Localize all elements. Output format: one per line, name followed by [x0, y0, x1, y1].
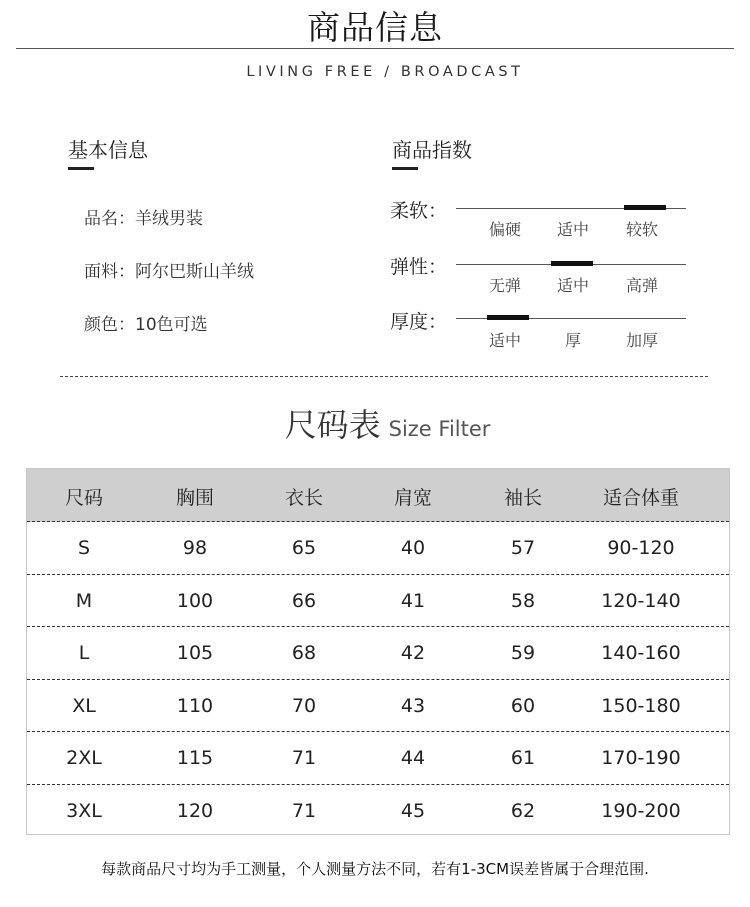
table-cell: 140-160	[601, 642, 681, 664]
index-option: 适中	[556, 220, 589, 239]
table-cell: 98	[182, 537, 208, 559]
table-cell: 170-190	[601, 747, 681, 769]
table-cell: 65	[291, 537, 317, 559]
footnote: 每款商品尺寸均为手工测量，个人测量方法不同，若有1-3CM误差皆属于合理范围.	[101, 860, 649, 878]
table-cell: 40	[400, 537, 426, 559]
index-marker-thickness	[487, 315, 529, 320]
table-cell: XL	[72, 694, 96, 717]
title-divider	[16, 48, 734, 49]
table-cell: 45	[400, 799, 426, 822]
table-cell: 90-120	[607, 537, 675, 559]
table-cell: 105	[176, 642, 214, 664]
table-row	[27, 574, 729, 627]
info-label: 面料：	[84, 262, 135, 282]
index-label-elasticity: 弹性：	[390, 256, 448, 278]
table-header	[27, 469, 729, 522]
info-row-color	[84, 310, 208, 335]
info-label: 品名：	[84, 209, 135, 229]
index-label-softness: 柔软：	[390, 200, 448, 222]
index-option: 较软	[625, 220, 658, 239]
table-cell: 70	[291, 694, 317, 717]
table-cell: 62	[510, 799, 536, 822]
index-marker-elasticity	[551, 261, 593, 266]
index-option: 偏硬	[488, 220, 521, 239]
table-row	[27, 784, 729, 837]
table-cell: 190-200	[601, 799, 681, 822]
table-cell: 71	[291, 799, 317, 822]
table-cell: 115	[176, 747, 214, 769]
table-cell: 120	[176, 799, 214, 822]
table-cell: 120-140	[601, 589, 681, 612]
info-value: 阿尔巴斯山羊绒	[135, 262, 254, 282]
basic-info-heading: 基本信息	[68, 134, 148, 163]
product-index-heading: 商品指数	[392, 134, 472, 163]
table-cell: 71	[291, 747, 317, 769]
table-cell: 68	[291, 642, 317, 664]
page-title: 商品信息	[307, 8, 443, 47]
table-cell: 59	[510, 642, 536, 664]
table-cell: M	[75, 589, 93, 612]
info-value: 10色可选	[135, 315, 208, 335]
column-header: 适合体重	[602, 487, 679, 509]
table-cell: S	[77, 537, 91, 559]
table-cell: 43	[400, 694, 426, 717]
column-header: 袖长	[503, 487, 542, 509]
section-divider	[60, 376, 708, 377]
table-cell: 66	[291, 589, 317, 612]
index-marker-softness	[624, 205, 666, 210]
table-cell: 41	[400, 589, 426, 612]
table-cell: 42	[400, 642, 426, 664]
table-cell: 58	[510, 589, 536, 612]
table-cell: 3XL	[66, 799, 102, 822]
size-chart-title	[0, 400, 750, 446]
table-row	[27, 679, 729, 732]
index-option: 厚	[564, 331, 581, 350]
info-row-fabric	[84, 257, 254, 282]
index-option: 适中	[556, 276, 589, 295]
size-table	[26, 468, 730, 835]
table-cell: 60	[510, 694, 536, 717]
table-row	[27, 521, 729, 574]
table-cell: 100	[176, 589, 214, 612]
table-cell: 57	[510, 537, 536, 559]
table-cell: 110	[176, 694, 214, 717]
column-header: 胸围	[175, 487, 214, 509]
info-label: 颜色：	[84, 315, 135, 335]
column-header: 衣长	[284, 487, 323, 509]
info-row-name	[84, 204, 203, 229]
size-chart-title-en: Size Filter	[388, 417, 491, 441]
info-value: 羊绒男装	[135, 209, 203, 229]
index-option: 适中	[488, 331, 521, 350]
table-cell: L	[78, 642, 90, 664]
table-row	[27, 626, 729, 679]
table-cell: 150-180	[601, 694, 681, 717]
index-option: 加厚	[625, 331, 658, 350]
index-label-thickness: 厚度：	[390, 311, 448, 333]
table-cell: 44	[400, 747, 426, 769]
size-chart-title-cn: 尺码表	[284, 406, 381, 444]
column-header: 尺码	[64, 487, 103, 509]
column-header: 肩宽	[393, 487, 432, 509]
table-row	[27, 731, 729, 784]
index-option: 高弹	[625, 276, 658, 295]
table-cell: 2XL	[66, 747, 102, 769]
index-option: 无弹	[488, 276, 521, 295]
page-subtitle: LIVING FREE / BROADCAST	[246, 64, 524, 80]
table-cell: 61	[510, 747, 536, 769]
